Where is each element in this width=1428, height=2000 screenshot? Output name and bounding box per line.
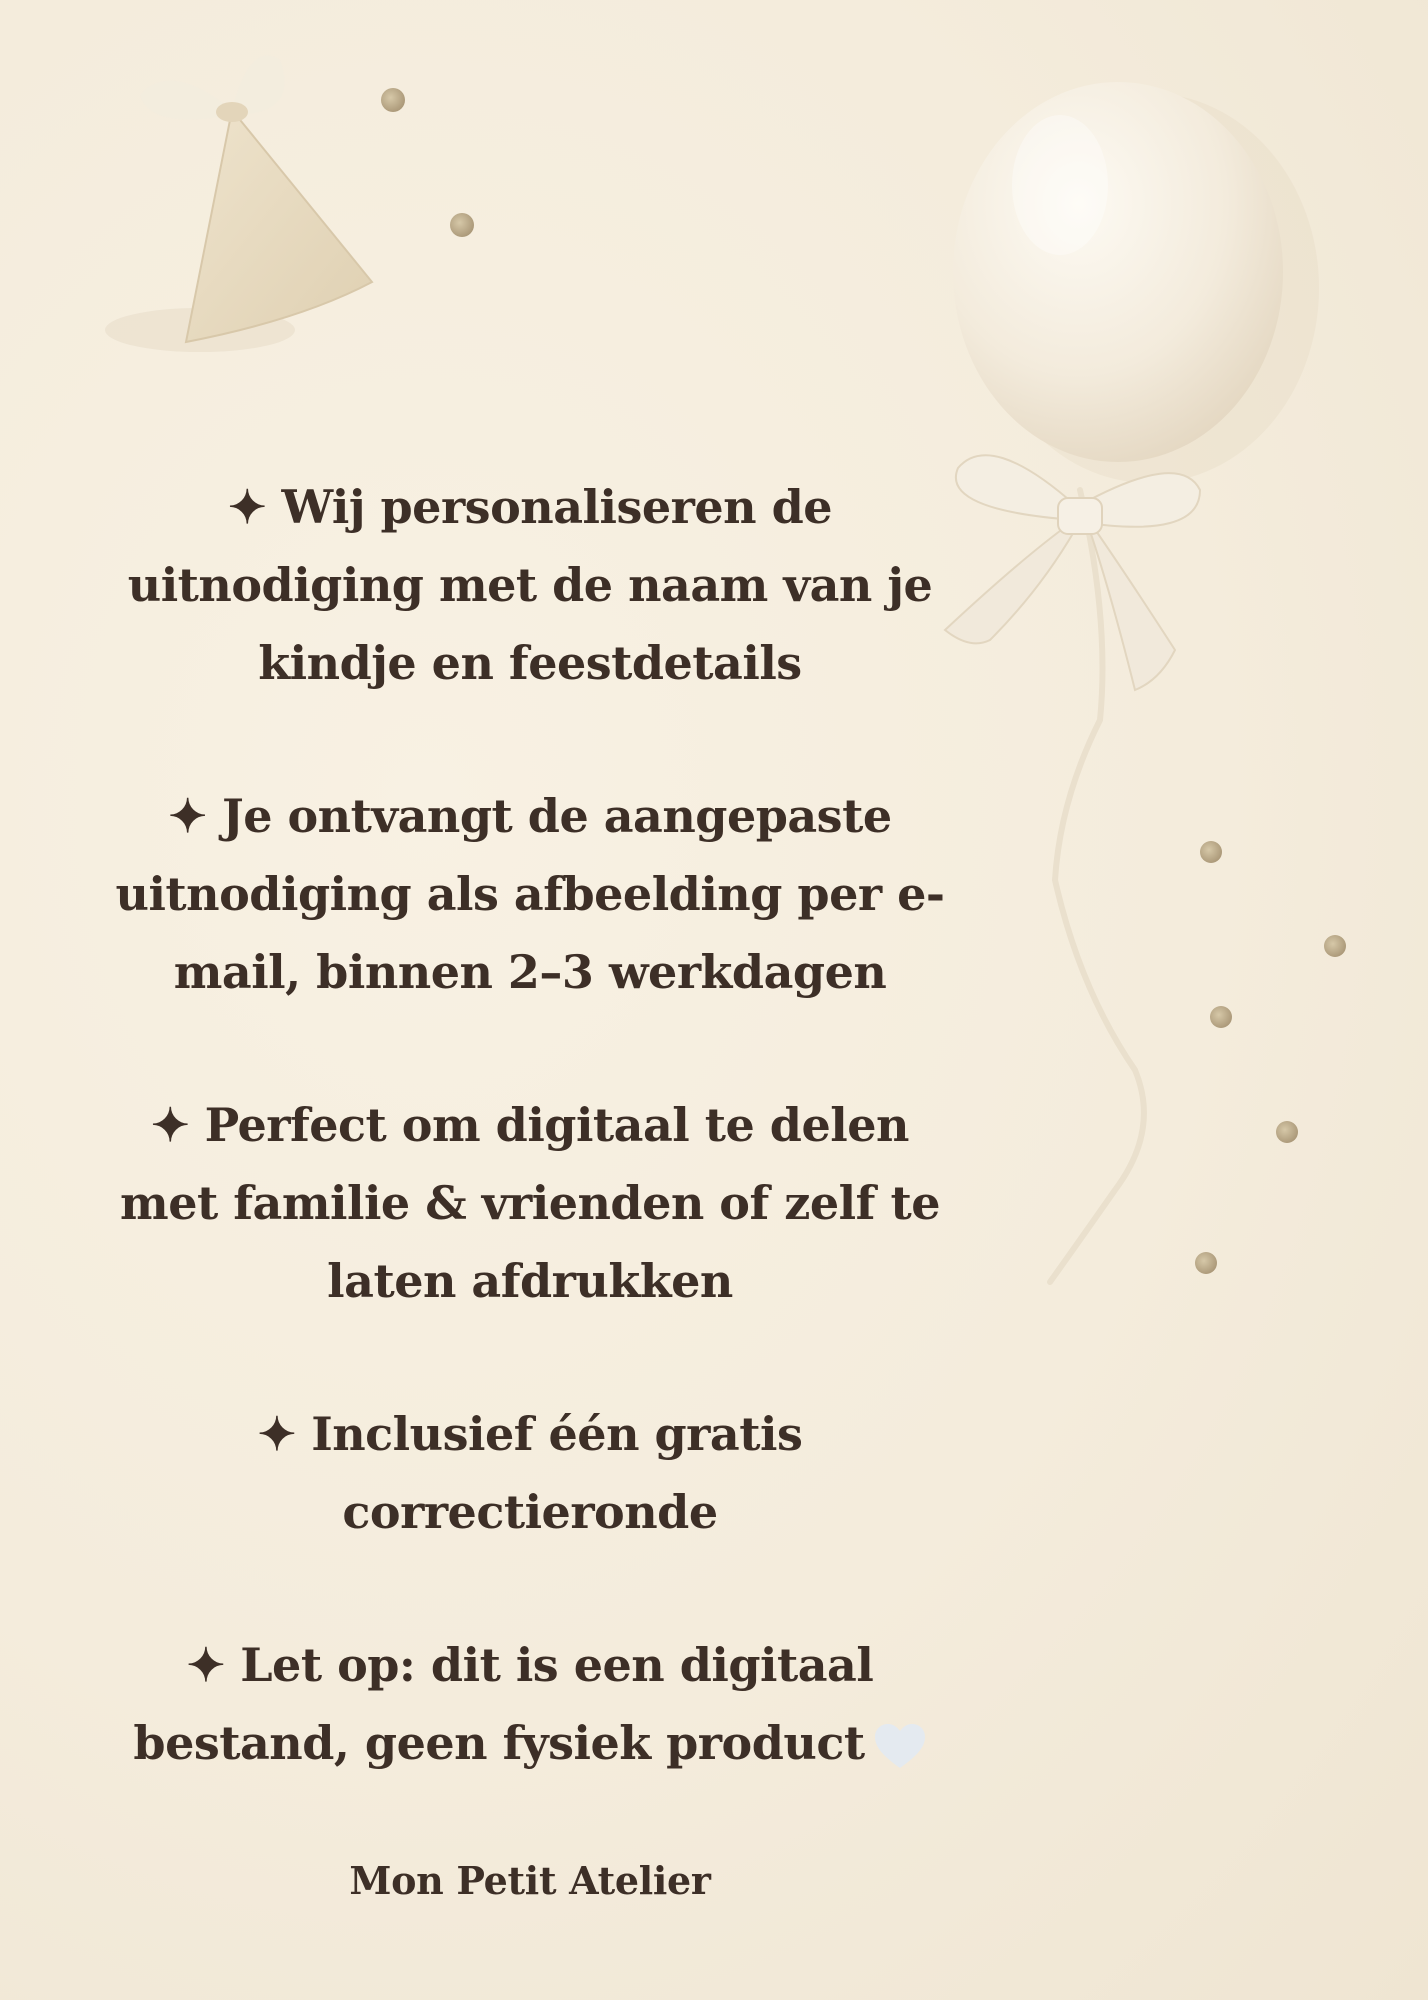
feature-item xyxy=(110,1395,950,1551)
brand-name: Mon Petit Atelier xyxy=(349,1858,711,1903)
feature-list xyxy=(110,468,950,1857)
feature-item xyxy=(110,777,950,1011)
heart-icon xyxy=(873,1722,927,1772)
feature-text: ✦ Inclusief één gratis correctieronde xyxy=(257,1407,803,1539)
balloon-icon xyxy=(953,82,1319,483)
feature-item xyxy=(110,1086,950,1320)
feature-text: ✦ Perfect om digitaal te delen met familie & vrienden of zelf te laten afdrukken xyxy=(120,1098,940,1308)
party-hat-icon xyxy=(105,56,372,352)
feature-text: ✦ Je ontvangt de aangepaste uitnodiging als afbeelding per e-mail, binnen 2–3 werkdagen xyxy=(115,789,945,999)
feature-text: ✦ Wij personaliseren de uitnodiging met de naam van je kindje en feestdetails xyxy=(127,480,933,690)
feature-item xyxy=(110,1626,950,1782)
feature-text: ✦ Let op: dit is een digitaal bestand, geen fysiek product xyxy=(133,1638,874,1770)
feature-item xyxy=(110,468,950,702)
bow-icon xyxy=(945,455,1200,690)
